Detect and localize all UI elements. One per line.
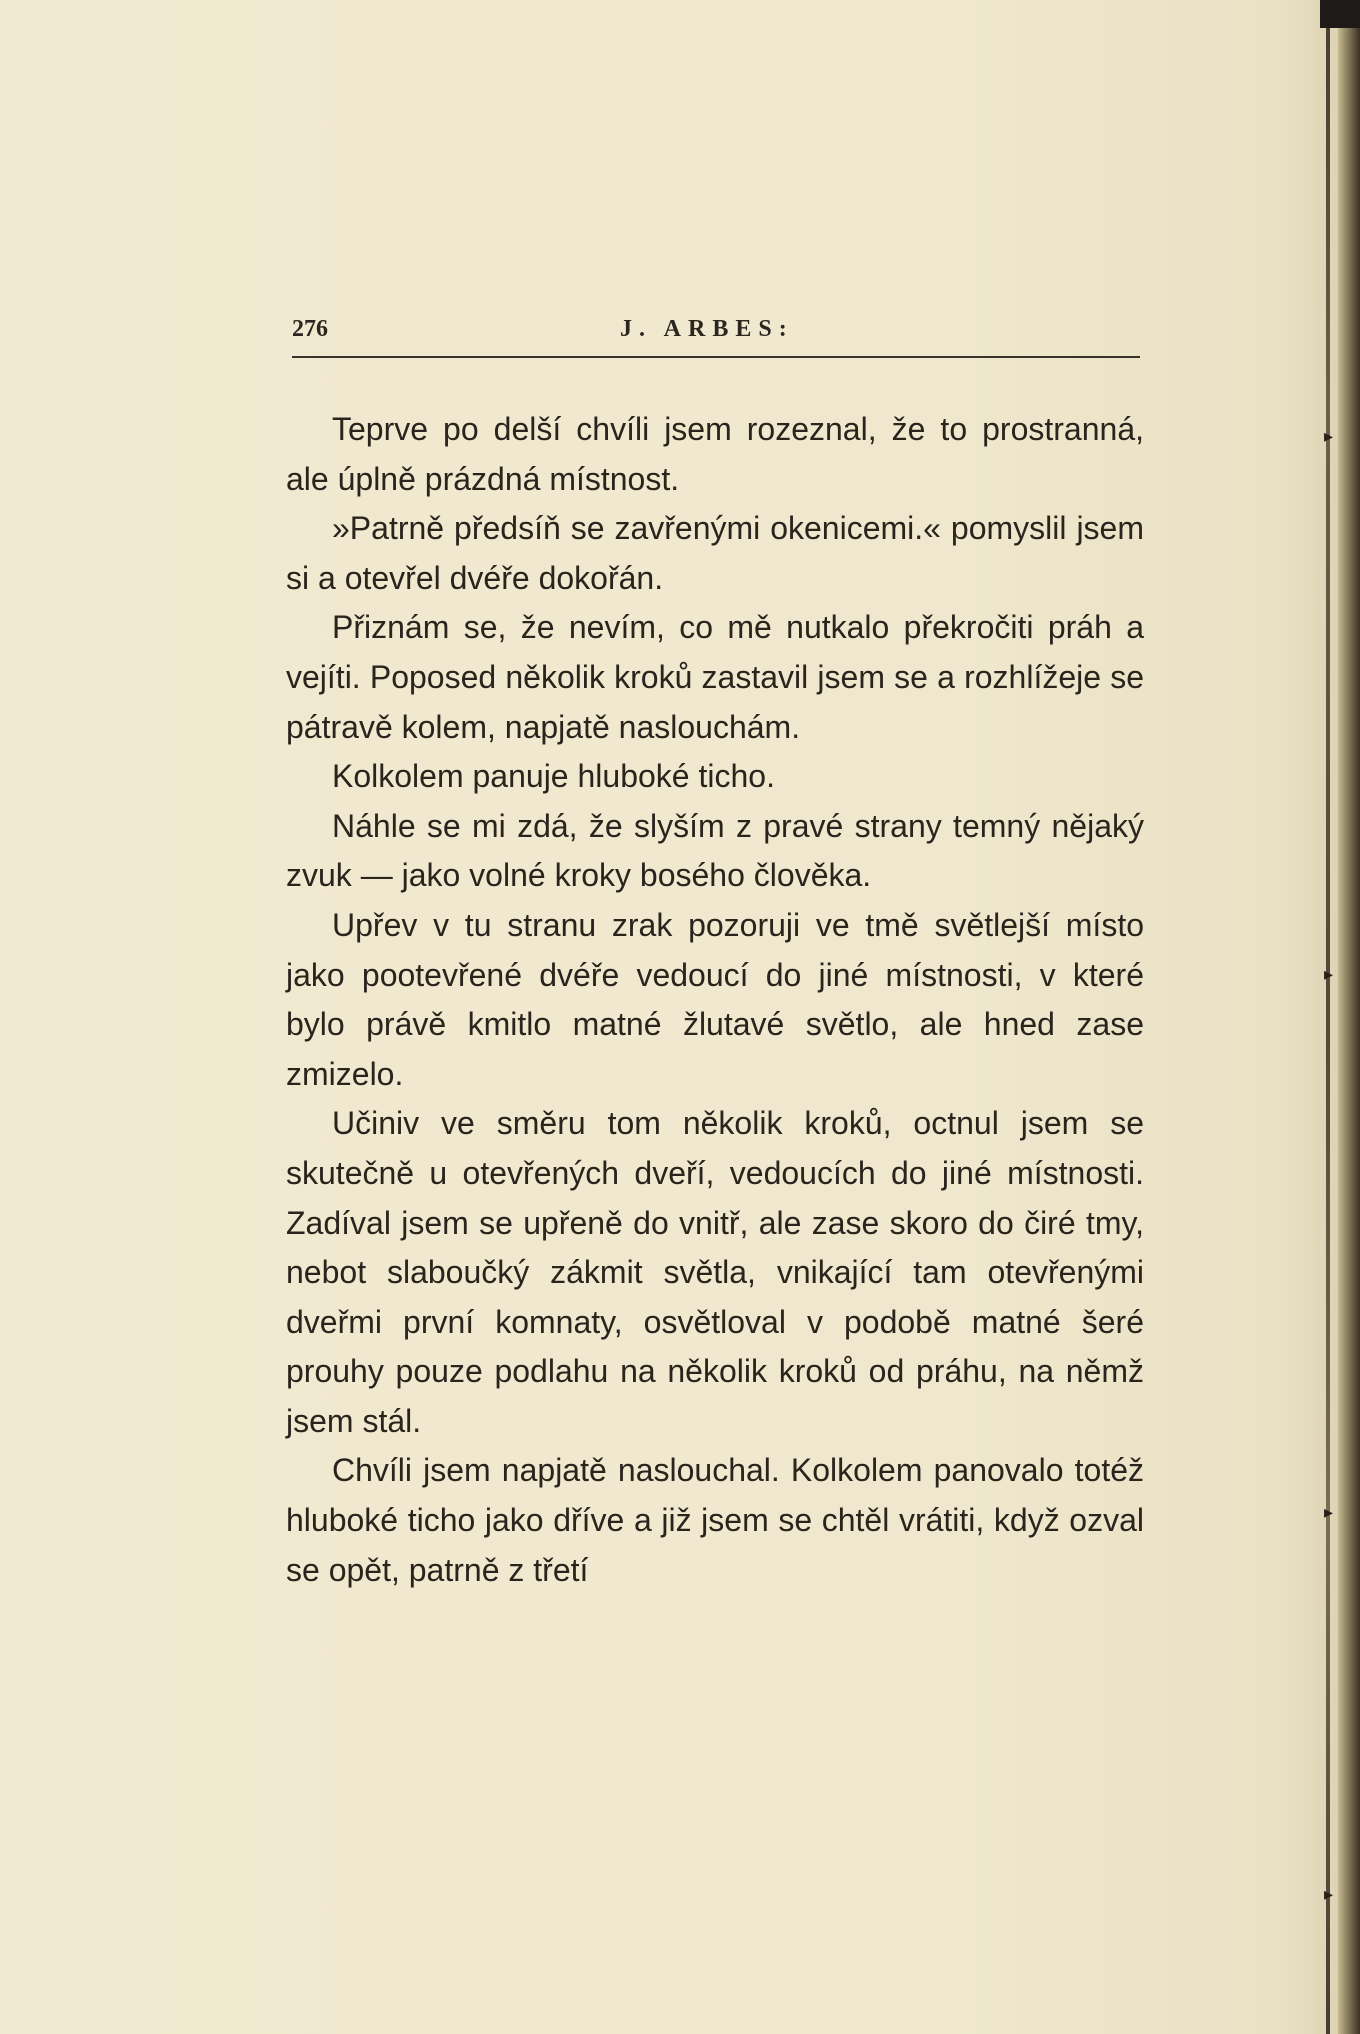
running-head: J. ARBES: [620, 316, 794, 342]
body-text [286, 405, 1144, 1595]
paragraph: Upřev v tu stranu zrak pozoruji ve tmě světlejší místo jako pootevřené dvéře vedoucí do jiné místnosti, v které bylo právě kmitlo matné žlutavé světlo, ale hned zase zmizelo. [286, 906, 1144, 1092]
paragraph: Teprve po delší chvíli jsem rozeznal, že to prostranná, ale úplně prázdná místnost. [286, 411, 1144, 497]
page-edge [1338, 0, 1360, 2034]
margin-arrow-icon: ▸ [1324, 964, 1334, 985]
corner-shadow [1320, 0, 1360, 28]
header-rule [292, 356, 1140, 358]
page-number: 276 [292, 316, 328, 342]
margin-arrow-icon: ▸ [1324, 1502, 1334, 1523]
paragraph: »Patrně předsíň se zavřenými okenicemi.« pomyslil jsem si a otevřel dvéře dokořán. [286, 510, 1144, 596]
page-header [292, 316, 1140, 356]
paragraph: Přiznám se, že nevím, co mě nutkalo překročiti práh a vejíti. Poposed několik kroků zastavil jsem se a rozhlížeje se pátravě kolem, napjatě naslouchám. [286, 609, 1144, 745]
binding-line [1326, 0, 1330, 2034]
margin-arrow-icon: ▸ [1324, 426, 1334, 447]
margin-arrow-icon: ▸ [1324, 1884, 1334, 1905]
paragraph: Učiniv ve směru tom několik kroků, octnul jsem se skutečně u otevřených dveří, vedoucích do jiné místnosti. Zadíval jsem se upřeně do vnitř, ale zase skoro do čiré tmy, nebot slabоučký zákmit světla, vnikající tam otevřenými dveřmi první komnaty, osvětloval v podobě matné šeré prouhy pouze podlahu na několik kroků od práhu, na němž jsem stál. [286, 1105, 1144, 1439]
paragraph: Chvíli jsem napjatě naslouchal. Kolkolem panovalo totéž hluboké ticho jako dříve a již jsem se chtěl vrátiti, když ozval se opět, patrně z třetí [286, 1452, 1144, 1588]
paragraph: Náhle se mi zdá, že slyším z pravé strany temný nějaký zvuk — jako volné kroky bosého člověka. [286, 807, 1144, 894]
paragraph: Kolkolem panuje hluboké ticho. [332, 758, 775, 795]
